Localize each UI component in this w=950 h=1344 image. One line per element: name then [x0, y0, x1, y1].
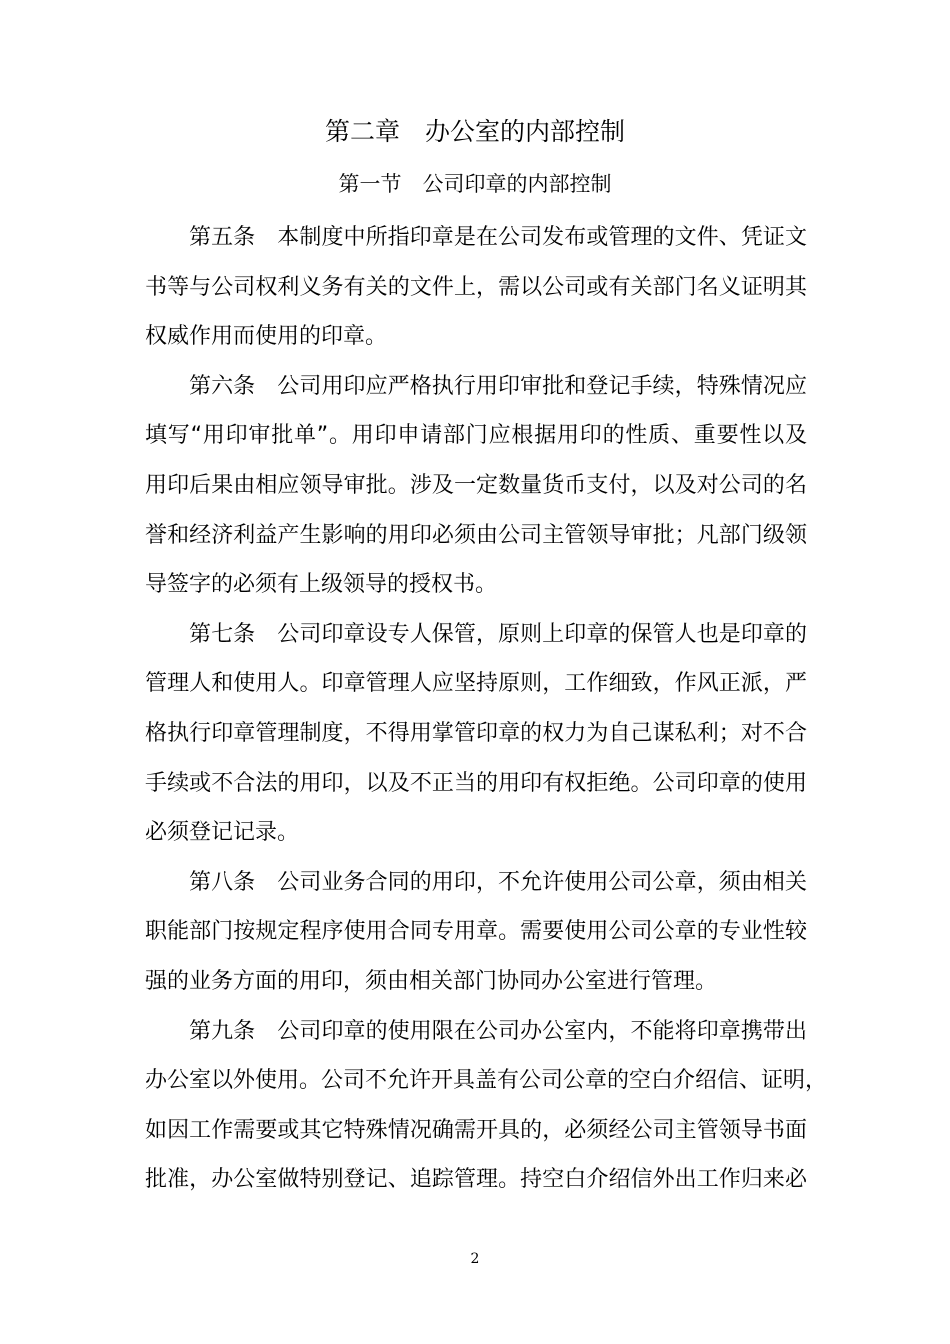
- text-line: 权威作用而使用的印章。: [145, 324, 388, 350]
- text-line: 第七条 公司印章设专人保管，原则上印章的保管人也是印章的: [189, 621, 807, 647]
- article-8: [145, 858, 807, 1007]
- text-line: 第八条 公司业务合同的用印，不允许使用公司公章，须由相关: [189, 869, 807, 895]
- article-9: [145, 1007, 828, 1205]
- text-line: 填写“用印审批单”。用印申请部门应根据用印的性质、重要性以及: [145, 423, 807, 449]
- chapter-title: 第二章 办公室的内部控制: [324, 117, 625, 146]
- text-line: 职能部门按规定程序使用合同专用章。需要使用公司公章的专业性较: [145, 919, 807, 945]
- article-7: [145, 610, 807, 858]
- text-line: 第五条 本制度中所指印章是在公司发布或管理的文件、凭证文: [189, 225, 807, 250]
- page-number: 2: [470, 1251, 480, 1267]
- document-body: [145, 213, 828, 1205]
- text-line: 导签字的必须有上级领导的授权书。: [145, 572, 498, 598]
- text-line: 用印后果由相应领导审批。涉及一定数量货币支付，以及对公司的名: [145, 472, 807, 498]
- text-line: 如因工作需要或其它特殊情况确需开具的，必须经公司主管领导书面: [145, 1117, 807, 1143]
- text-line: 手续或不合法的用印，以及不正当的用印有权拒绝。公司印章的使用: [145, 770, 807, 796]
- text-line: 管理人和使用人。印章管理人应坚持原则，工作细致，作风正派，严: [145, 671, 807, 697]
- article-5: [145, 213, 807, 362]
- section-title: 第一节 公司印章的内部控制: [338, 172, 612, 196]
- text-line: 第六条 公司用印应严格执行用印审批和登记手续，特殊情况应: [189, 373, 807, 399]
- text-line: 格执行印章管理制度，不得用掌管印章的权力为自己谋私利；对不合: [145, 720, 807, 746]
- text-line: 书等与公司权利义务有关的文件上，需以公司或有关部门名义证明其: [145, 274, 807, 300]
- article-6: [145, 362, 807, 610]
- text-line: 第九条 公司印章的使用限在公司办公室内，不能将印章携带出: [189, 1018, 807, 1044]
- text-line: 誉和经济利益产生影响的用印必须由公司主管领导审批；凡部门级领: [145, 522, 807, 548]
- text-line: 必须登记记录。: [145, 820, 300, 846]
- text-line: 办公室以外使用。公司不允许开具盖有公司公章的空白介绍信、证明，: [145, 1068, 828, 1094]
- text-line: 强的业务方面的用印，须由相关部门协同办公室进行管理。: [145, 968, 718, 994]
- text-line: 批准，办公室做特别登记、追踪管理。持空白介绍信外出工作归来必: [145, 1167, 807, 1193]
